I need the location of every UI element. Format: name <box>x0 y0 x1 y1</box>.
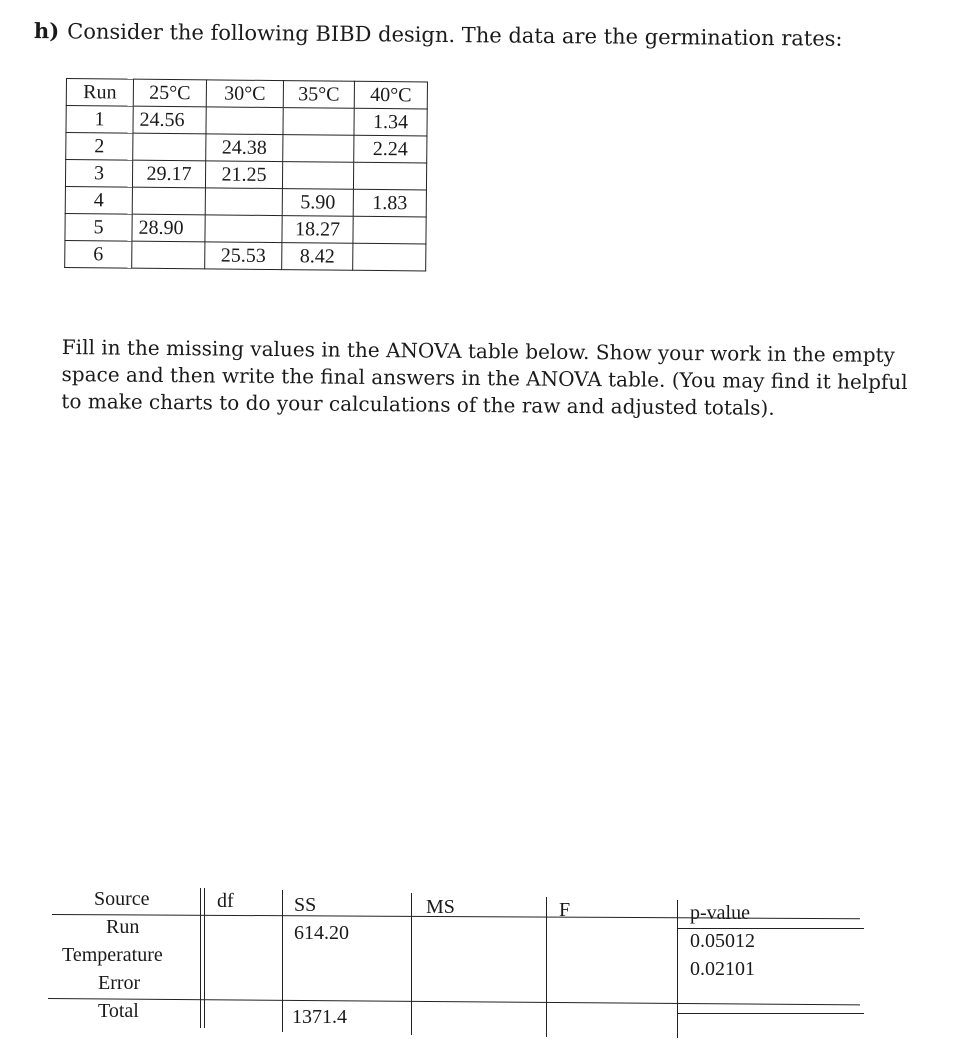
design-header-35c: 35°C <box>283 81 354 109</box>
design-cell: 18.27 <box>282 216 353 244</box>
anova-double-rule-left <box>200 888 201 1028</box>
instructions-line: space and then write the final answers in the ANOVA table. (You may find it helpful <box>61 361 908 395</box>
problem-statement: Consider the following BIBD design. The data are the germination rates: <box>67 19 843 51</box>
anova-pvalue-rule <box>678 928 864 929</box>
anova-ss-total: 1371.4 <box>292 1006 347 1028</box>
anova-col-rule <box>282 890 283 1032</box>
anova-total-rule <box>48 998 860 1005</box>
design-header-30c: 30°C <box>206 80 283 108</box>
anova-source-total: Total <box>98 1000 139 1022</box>
design-cell: 29.17 <box>132 160 205 188</box>
anova-col-rule <box>677 900 678 1038</box>
design-cell: 5.90 <box>282 189 353 217</box>
design-cell: 5 <box>65 213 132 241</box>
anova-source-temperature: Temperature <box>62 944 163 966</box>
design-cell: 2 <box>66 133 133 161</box>
anova-source-run: Run <box>106 916 140 938</box>
anova-col-rule <box>411 893 412 1035</box>
design-cell: 24.56 <box>133 106 206 134</box>
design-cell: 1.83 <box>353 189 426 217</box>
anova-p-temperature: 0.02101 <box>690 958 755 980</box>
anova-double-rule-right <box>204 888 205 1028</box>
design-cell: 25.53 <box>205 242 282 270</box>
anova-col-rule <box>546 897 547 1037</box>
anova-header-df: df <box>217 890 234 912</box>
design-header-40c: 40°C <box>354 81 427 109</box>
anova-header-f: F <box>559 899 571 921</box>
anova-header-source: Source <box>94 888 150 910</box>
design-header-25c: 25°C <box>133 79 206 107</box>
design-cell: 8.42 <box>282 243 353 271</box>
design-header-run: Run <box>66 79 133 107</box>
design-cell: 28.90 <box>132 214 205 242</box>
design-cell: 1.34 <box>354 108 427 136</box>
design-cell: 3 <box>65 160 132 188</box>
design-cell: 1 <box>66 106 133 134</box>
instructions-line: to make charts to do your calculations of the raw and adjusted totals). <box>61 388 775 420</box>
anova-p-run: 0.05012 <box>690 930 755 952</box>
anova-bottom-rule <box>678 1013 864 1014</box>
anova-ss-run: 614.20 <box>294 922 349 944</box>
design-cell: 6 <box>65 240 132 268</box>
anova-header-ms: MS <box>426 896 455 918</box>
design-cell: 2.24 <box>354 135 427 163</box>
design-cell: 24.38 <box>206 134 283 162</box>
design-cell: 4 <box>65 186 132 214</box>
problem-label: h) <box>33 18 60 44</box>
anova-header-pvalue: p-value <box>690 902 750 924</box>
instructions-line: Fill in the missing values in the ANOVA table below. Show your work in the empty <box>61 334 896 367</box>
anova-source-error: Error <box>98 972 141 994</box>
anova-header-ss: SS <box>294 894 317 916</box>
design-cell: 21.25 <box>205 161 282 189</box>
